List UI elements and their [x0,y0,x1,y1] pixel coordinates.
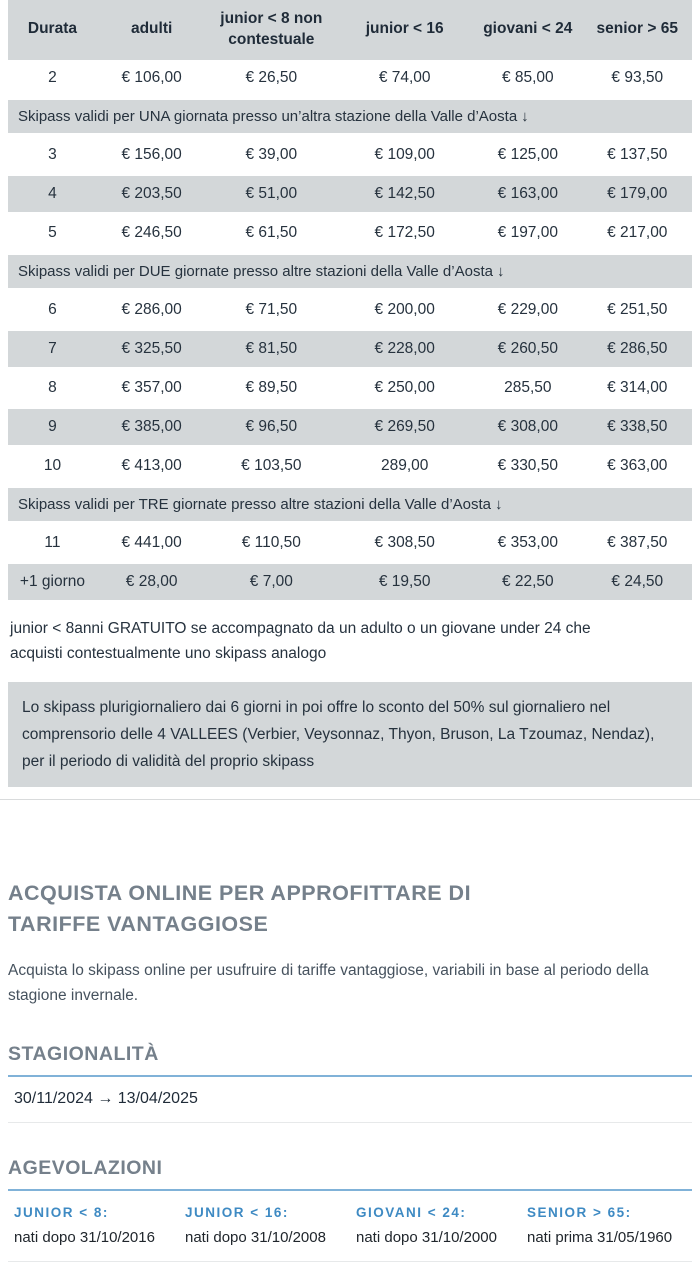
seasonality-heading: STAGIONALITÀ [8,1043,692,1077]
price-cell: € 24,50 [583,562,692,601]
price-cell: 289,00 [336,446,473,486]
table-row [8,290,692,330]
concessions-heading: AGEVOLAZIONI [8,1157,692,1191]
duration-cell: +1 giorno [8,562,97,601]
concession-item [356,1205,515,1246]
concession-value: nati dopo 31/10/2008 [185,1229,326,1247]
concession-value: nati dopo 31/10/2016 [14,1229,155,1247]
price-cell: € 385,00 [97,407,206,446]
section-row [8,486,692,523]
duration-cell: 11 [8,523,97,563]
section-row-text: Skipass validi per UNA giornata presso un’altra stazione della Valle d’Aosta [18,107,518,125]
concessions-grid [8,1191,692,1262]
section-row [8,98,692,135]
duration-cell: 10 [8,446,97,486]
price-cell: 285,50 [473,368,582,407]
price-cell: € 81,50 [206,329,336,368]
table-row [8,368,692,407]
price-table-header-row [8,0,692,60]
seasonality-range: 30/11/2024 → 13/04/2025 [8,1077,692,1123]
concession-label: SENIOR > 65: [527,1205,632,1221]
price-cell: € 156,00 [97,135,206,175]
duration-cell: 7 [8,329,97,368]
price-cell: € 39,00 [206,135,336,175]
price-table [8,0,692,603]
price-cell: € 330,50 [473,446,582,486]
junior-free-note: junior < 8anni GRATUITO se accompagnato da un adulto o un giovane under 24 che acquisti contestualmente uno skipass analogo [10,619,591,662]
price-cell: € 338,50 [583,407,692,446]
price-cell: € 125,00 [473,135,582,175]
duration-cell: 4 [8,174,97,213]
price-cell: € 314,00 [583,368,692,407]
price-cell: € 96,50 [206,407,336,446]
discount-info-box: Lo skipass plurigiornaliero dai 6 giorni in poi offre lo sconto del 50% sul giornaliero nel comprensorio delle 4 VALLEES (Verbier, Veysonnaz, Thyon, Bruson, La Tzoumaz, Nendaz), per il periodo di validità del proprio skipass [8,682,692,787]
table-row [8,407,692,446]
price-cell: € 413,00 [97,446,206,486]
arrow-down-icon: ↓ [496,262,505,280]
arrow-down-icon: ↓ [495,495,503,513]
price-cell: € 203,50 [97,174,206,213]
price-cell: € 172,50 [336,213,473,253]
section-row-label[interactable] [8,98,692,135]
price-cell: € 217,00 [583,213,692,253]
price-cell: € 85,00 [473,60,582,98]
table-row [8,562,692,601]
price-cell: € 22,50 [473,562,582,601]
table-row [8,213,692,253]
buy-online-heading: ACQUISTA ONLINE PER APPROFITTARE DI TARIFFE VANTAGGIOSE [8,881,472,936]
table-row [8,174,692,213]
price-cell: € 28,00 [97,562,206,601]
concession-value: nati prima 31/05/1960 [527,1229,673,1247]
table-row [8,135,692,175]
column-header: Durata [8,0,97,60]
price-cell: € 19,50 [336,562,473,601]
price-cell: € 286,00 [97,290,206,330]
price-cell: € 246,50 [97,213,206,253]
duration-cell: 9 [8,407,97,446]
price-cell: € 387,50 [583,523,692,563]
price-cell: € 229,00 [473,290,582,330]
price-cell: € 51,00 [206,174,336,213]
table-row [8,329,692,368]
price-cell: € 137,50 [583,135,692,175]
price-cell: € 103,50 [206,446,336,486]
section-row-label[interactable] [8,253,692,290]
price-cell: € 251,50 [583,290,692,330]
arrow-down-icon: ↓ [521,107,529,125]
duration-cell: 5 [8,213,97,253]
column-header: junior < 8 non contestuale [206,0,336,60]
section-row-text: Skipass validi per TRE giornate presso altre stazioni della Valle d’Aosta [18,495,492,513]
table-row [8,446,692,486]
price-cell: € 26,50 [206,60,336,98]
price-cell: € 308,50 [336,523,473,563]
section-row [8,253,692,290]
duration-cell: 8 [8,368,97,407]
price-cell: € 71,50 [206,290,336,330]
price-cell: € 74,00 [336,60,473,98]
price-cell: € 250,00 [336,368,473,407]
concession-label: GIOVANI < 24: [356,1205,467,1221]
column-header: giovani < 24 [473,0,582,60]
duration-cell: 6 [8,290,97,330]
concession-item [527,1205,686,1246]
price-cell: € 93,50 [583,60,692,98]
concession-label: JUNIOR < 8: [14,1205,109,1221]
price-cell: € 200,00 [336,290,473,330]
table-row [8,523,692,563]
concession-item [185,1205,344,1246]
duration-cell: 2 [8,60,97,98]
price-cell: € 269,50 [336,407,473,446]
section-row-label[interactable] [8,486,692,523]
price-cell: € 106,00 [97,60,206,98]
price-cell: € 142,50 [336,174,473,213]
buy-online-body: Acquista lo skipass online per usufruire di tariffe vantaggiose, variabili in base al periodo della stagione invernale. [8,962,649,1005]
price-cell: € 441,00 [97,523,206,563]
column-header: junior < 16 [336,0,473,60]
price-cell: € 260,50 [473,329,582,368]
column-header: senior > 65 [583,0,692,60]
column-header: adulti [97,0,206,60]
price-cell: € 110,50 [206,523,336,563]
price-table-body [8,60,692,602]
price-cell: € 286,50 [583,329,692,368]
price-cell: € 308,00 [473,407,582,446]
concession-value: nati dopo 31/10/2000 [356,1229,497,1247]
price-cell: € 7,00 [206,562,336,601]
price-cell: € 109,00 [336,135,473,175]
price-cell: € 89,50 [206,368,336,407]
price-cell: € 228,00 [336,329,473,368]
section-row-text: Skipass validi per DUE giornate presso altre stazioni della Valle d’Aosta [18,262,493,280]
price-cell: € 179,00 [583,174,692,213]
concession-item [14,1205,173,1246]
table-row [8,60,692,98]
price-cell: € 363,00 [583,446,692,486]
price-cell: € 163,00 [473,174,582,213]
duration-cell: 3 [8,135,97,175]
price-cell: € 197,00 [473,213,582,253]
price-cell: € 325,50 [97,329,206,368]
price-cell: € 357,00 [97,368,206,407]
price-cell: € 61,50 [206,213,336,253]
section-divider [0,799,700,800]
concession-label: JUNIOR < 16: [185,1205,289,1221]
price-cell: € 353,00 [473,523,582,563]
